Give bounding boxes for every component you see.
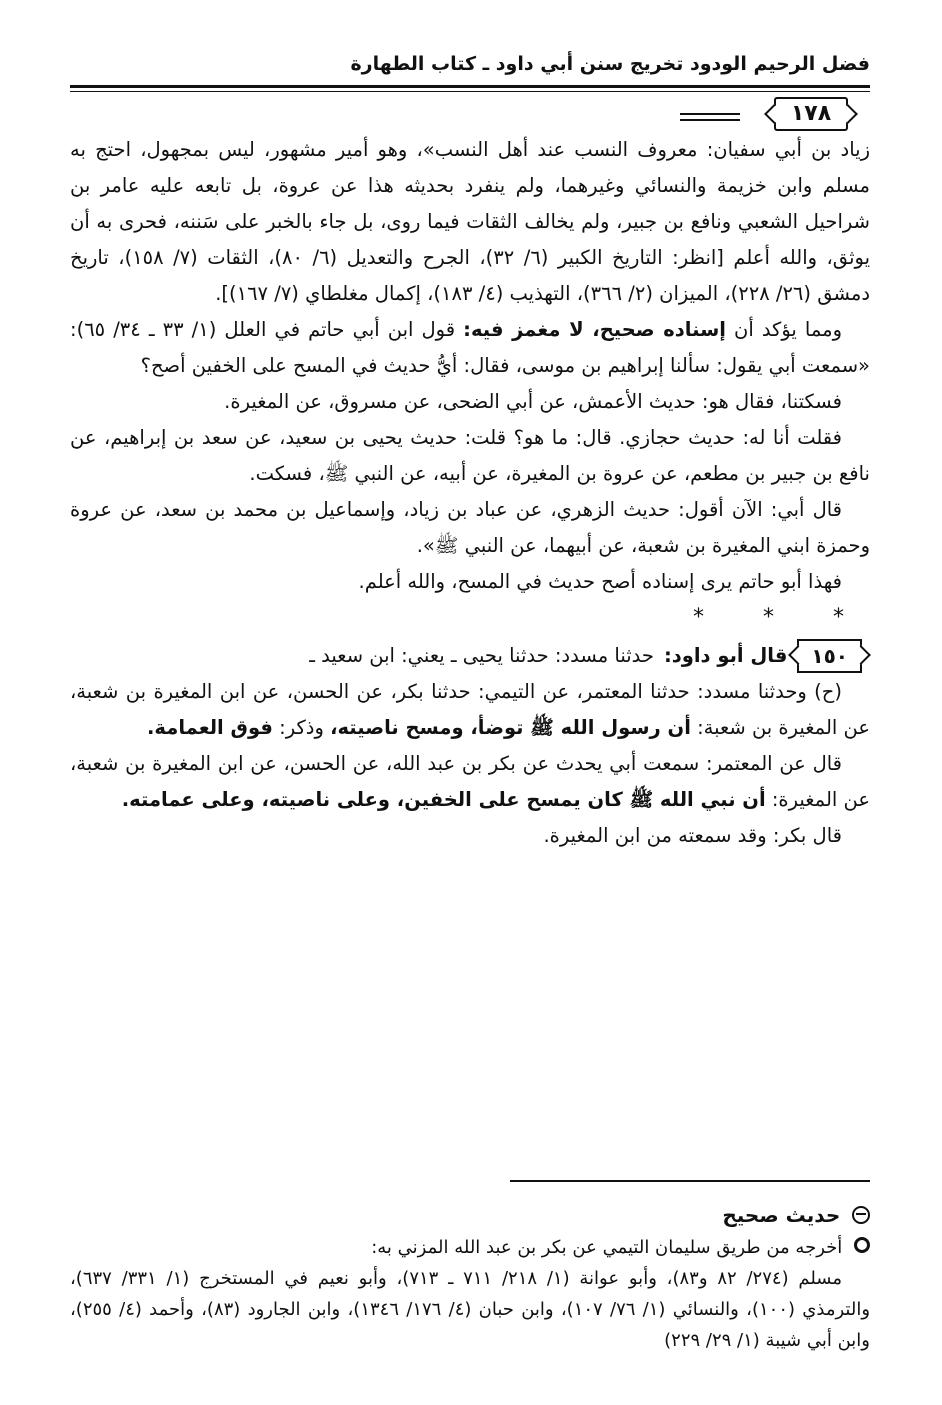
footnote-rule bbox=[510, 1180, 870, 1182]
page-number-rule bbox=[680, 113, 740, 115]
grade-marker-icon bbox=[852, 1206, 870, 1224]
section-separator: * * * bbox=[693, 605, 870, 630]
hadith-number: ١٥٠ bbox=[797, 639, 862, 673]
paragraph bbox=[70, 312, 870, 384]
text-run: قال عن المعتمر: سمعت أبي يحدث عن بكر بن عبد الله، عن الحسن، عن ابن المغيرة بن شعبة، عن المغيرة: bbox=[70, 752, 870, 811]
running-title: فضل الرحيم الودود تخريج سنن أبي داود ـ كتاب الطهارة bbox=[350, 53, 870, 75]
text-run: وذكر: bbox=[279, 716, 324, 739]
page-number-rule bbox=[680, 119, 740, 121]
hadith-grade: حديث صحيح bbox=[722, 1203, 841, 1227]
paragraph: قال بكر: وقد سمعته من ابن المغيرة. bbox=[543, 824, 842, 847]
book-page bbox=[70, 40, 870, 1380]
text-run: ومما يؤكد أن bbox=[734, 318, 842, 341]
header-rule-thick bbox=[70, 85, 870, 88]
paragraph: فهذا أبو حاتم يرى إسناده أصح حديث في المسح، والله أعلم. bbox=[358, 570, 842, 593]
paragraph: زياد بن أبي سفيان: معروف النسب عند أهل النسب»، وهو أمير مشهور، ليس بمجهول، احتج به مسلم وابن خزيمة والنسائي وغيرهما، ولم ينفرد بحديثه هذا عن عروة، بل تابعه عليه عامر بن شراحيل الشعبي ونافع بن جبير، ولم يخالف الثقات فيما روى، بل جاء بالخبر على سَننه، فحرى به أن يوثق، والله أعلم [انظر: التاريخ الكبير (٦/ ٣٢)، الجرح والتعديل (٦/ ٨٠)، الثقات (٧/ ١٥٨)، تاريخ دمشق (٢٦/ ٢٢٨)، الميزان (٢/ ٣٦٦)، التهذيب (٤/ ١٨٣)، إكمال مغلطاي (٧/ ١٦٧)]. bbox=[70, 138, 870, 305]
text-run: أخرجه من طريق سليمان التيمي عن بكر بن عبد الله المزني به: bbox=[371, 1237, 843, 1258]
paragraph: فسكتنا، فقال هو: حديث الأعمش، عن أبي الضحى، عن مسروق، عن المغيرة. bbox=[224, 390, 842, 413]
main-text bbox=[70, 132, 870, 854]
footnote-section bbox=[70, 1200, 870, 1356]
paragraph: قال أبي: الآن أقول: حديث الزهري، عن عباد بن زياد، وإسماعيل بن محمد بن سعد، عن عروة وحمزة ابني المغيرة بن شعبة، عن أبيهما، عن النبي ﷺ». bbox=[70, 498, 870, 557]
page-number: ١٧٨ bbox=[774, 97, 848, 131]
takhrij-references: مسلم (٢٧٤/ ٨٢ و٨٣)، وأبو عوانة (١/ ٢١٨/ ٧١١ ـ ٧١٣)، وأبو نعيم في المستخرج (١/ ٣٣١/ ٦٣٧)، والترمذي (١٠٠)، والنسائي (١/ ٧٦/ ١٠٧)، وابن حبان (٤/ ١٧٦/ ١٣٤٦)، وابن الجارود (٨٣)، وأحمد (٤/ ٢٥٥)، وابن أبي شيبة (١/ ٢٩/ ٢٢٩) bbox=[70, 1268, 871, 1351]
hadith-intro-bold: قال أبو داود: bbox=[663, 644, 788, 667]
header-rule-thin bbox=[70, 91, 870, 92]
bold-text: أن نبي الله ﷺ كان يمسح على الخفين، وعلى ناصيته، وعلى عمامته. bbox=[121, 788, 766, 811]
grade-line bbox=[70, 1200, 870, 1232]
page-number-area bbox=[760, 97, 870, 131]
bold-text: إسناده صحيح، لا مغمز فيه: bbox=[463, 318, 726, 341]
bold-text: فوق العمامة. bbox=[147, 716, 273, 739]
text-run: (ح) وحدثنا مسدد: حدثنا المعتمر، عن التيمي: حدثنا بكر، عن الحسن، عن ابن المغيرة بن شعبة، عن المغيرة بن شعبة: bbox=[70, 680, 870, 739]
bullet-icon bbox=[854, 1237, 870, 1253]
paragraph: فقلت أنا له: حديث حجازي. قال: ما هو؟ قلت: حديث يحيى بن سعيد، عن سعد بن إبراهيم، عن نافع بن جبير بن مطعم، عن عروة بن المغيرة، عن أبيه، عن النبي ﷺ، فسكت. bbox=[70, 426, 870, 485]
paragraph bbox=[70, 746, 870, 818]
hadith-intro: حدثنا مسدد: حدثنا يحيى ـ يعني: ابن سعيد ـ bbox=[309, 644, 654, 667]
bold-text: أن رسول الله ﷺ توضأ، ومسح ناصيته، bbox=[330, 716, 691, 739]
takhrij-intro bbox=[70, 1232, 870, 1263]
text-run: قول ابن أبي حاتم في العلل (١/ ٣٣ ـ ٣٤/ ٦٥): «سمعت أبي يقول: سألنا إبراهيم بن موسى، فقال: أيُّ حديث في المسح على الخفين أصح؟ bbox=[70, 318, 870, 377]
hadith-heading bbox=[70, 638, 870, 674]
paragraph bbox=[70, 674, 870, 746]
